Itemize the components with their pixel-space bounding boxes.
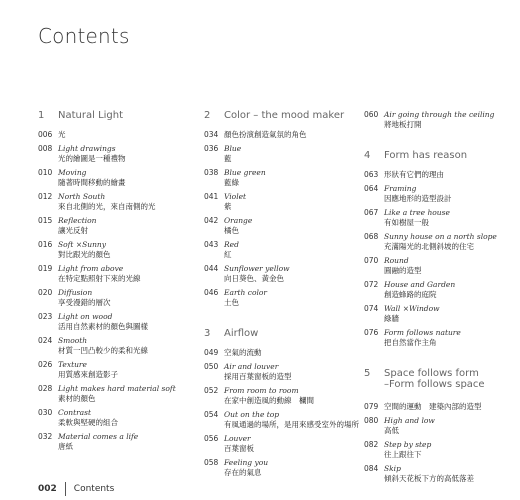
toc-entry[interactable]	[364, 402, 514, 412]
entry-english-title: Material comes a life	[58, 432, 139, 441]
section-title: Airflow	[224, 328, 259, 339]
entry-chinese-title: 百葉窗板	[224, 444, 254, 453]
entry-page-number: 080	[364, 416, 379, 425]
entry-chinese-title: 讓光反射	[58, 226, 88, 235]
entry-chinese-title: 享受漫錯的層次	[58, 298, 111, 307]
entry-page-number: 026	[38, 360, 53, 369]
entry-page-number: 052	[204, 386, 219, 395]
entry-english-title: Texture	[58, 360, 87, 369]
entry-chinese-title: 有如樹屋一般	[384, 218, 429, 227]
entry-page-number: 056	[204, 434, 219, 443]
toc-entry[interactable]	[204, 386, 354, 406]
entry-chinese-title: 傾斜天花板下方的高低落差	[384, 474, 474, 483]
toc-entry[interactable]	[38, 312, 190, 332]
toc-entry[interactable]	[204, 458, 354, 478]
entry-english-title: Light on wood	[58, 312, 113, 321]
toc-column-1	[38, 110, 190, 456]
toc-entry[interactable]	[204, 192, 354, 212]
toc-entry[interactable]	[364, 328, 514, 348]
page-footer	[38, 482, 114, 496]
entry-page-number: 016	[38, 240, 53, 249]
entry-chinese-title: 往上跟往下	[384, 450, 422, 459]
toc-entry[interactable]	[38, 144, 190, 164]
entry-page-number: 067	[364, 208, 379, 217]
entry-chinese-title: 高低	[384, 426, 399, 435]
entry-english-title: North South	[58, 192, 106, 201]
entry-page-number: 024	[38, 336, 53, 345]
entry-chinese-title: 向日葵色、黃金色	[224, 274, 284, 283]
entry-english-title: Out on the top	[224, 410, 280, 419]
section-title: Space follows form –Form follows space	[384, 368, 485, 390]
section-heading	[204, 110, 354, 124]
toc-entry[interactable]	[38, 240, 190, 260]
section-heading	[364, 368, 514, 396]
entry-english-title: Red	[224, 240, 239, 249]
entry-chinese-title: 在家中創造風的動線 欄間	[224, 396, 314, 405]
entry-page-number: 076	[364, 328, 379, 337]
entry-chinese-title: 在特定點照射下來的光線	[58, 274, 141, 283]
entry-chinese-title: 材質一凹凸較少的柔和光線	[58, 346, 148, 355]
footer-divider	[65, 482, 66, 496]
toc-entry[interactable]	[38, 192, 190, 212]
entry-chinese-title: 顏色扮演創造氣氛的角色	[224, 130, 307, 139]
entry-english-title: Reflection	[58, 216, 97, 225]
toc-entry[interactable]	[38, 432, 190, 452]
entry-page-number: 072	[364, 280, 379, 289]
entry-english-title: Form follows nature	[384, 328, 461, 337]
entry-page-number: 020	[38, 288, 53, 297]
entry-chinese-title: 存在的氣息	[224, 468, 262, 477]
toc-entry[interactable]	[204, 240, 354, 260]
entry-chinese-title: 對比跟光的顏色	[58, 250, 111, 259]
entry-page-number: 079	[364, 402, 379, 411]
entry-chinese-title: 圓融的造型	[384, 266, 422, 275]
entry-english-title: High and low	[384, 416, 435, 425]
entry-page-number: 010	[38, 168, 53, 177]
entry-page-number: 030	[38, 408, 53, 417]
entry-page-number: 049	[204, 348, 219, 357]
entry-page-number: 019	[38, 264, 53, 273]
entry-chinese-title: 光	[58, 130, 66, 139]
entry-page-number: 038	[204, 168, 219, 177]
entry-english-title: Blue	[224, 144, 242, 153]
toc-entry[interactable]	[38, 130, 190, 140]
entry-page-number: 060	[364, 110, 379, 119]
toc-entry[interactable]	[38, 216, 190, 236]
entry-chinese-title: 將地板打開	[384, 120, 422, 129]
entry-chinese-title: 充滿陽光的北側斜坡的住宅	[384, 242, 474, 251]
footer-label: Contents	[73, 484, 115, 494]
entry-english-title: From room to room	[224, 386, 299, 395]
entry-chinese-title: 唐紙	[58, 442, 73, 451]
entry-english-title: Violet	[224, 192, 247, 201]
entry-english-title: Sunflower yellow	[224, 264, 290, 273]
entry-chinese-title: 空間的運動 建築內部的造型	[384, 402, 482, 411]
entry-english-title: Sunny house on a north slope	[384, 232, 497, 241]
entry-page-number: 008	[38, 144, 53, 153]
toc-entry[interactable]	[38, 336, 190, 356]
section-number: 1	[38, 110, 45, 121]
entry-chinese-title: 來自北側的光，來自南側的光	[58, 202, 156, 211]
entry-page-number: 046	[204, 288, 219, 297]
entry-page-number: 044	[204, 264, 219, 273]
entry-page-number: 064	[364, 184, 379, 193]
entry-page-number: 058	[204, 458, 219, 467]
toc-entry[interactable]	[38, 408, 190, 428]
entry-page-number: 082	[364, 440, 379, 449]
toc-entry[interactable]	[364, 440, 514, 460]
entry-chinese-title: 柔軟與堅硬的組合	[58, 418, 118, 427]
entry-page-number: 063	[364, 170, 379, 179]
entry-chinese-title: 綠牆	[384, 314, 399, 323]
entry-page-number: 006	[38, 130, 53, 139]
entry-chinese-title: 紅	[224, 250, 232, 259]
toc-entry[interactable]	[364, 416, 514, 436]
entry-english-title: Blue green	[224, 168, 266, 177]
toc-entry[interactable]	[364, 232, 514, 252]
toc-entry[interactable]	[38, 264, 190, 284]
section-title: Form has reason	[384, 150, 468, 161]
entry-chinese-title: 空氣的流動	[224, 348, 262, 357]
toc-entry[interactable]	[364, 304, 514, 324]
entry-chinese-title: 活用自然素材的顏色與圖樣	[58, 322, 148, 331]
entry-page-number: 042	[204, 216, 219, 225]
toc-entry[interactable]	[204, 130, 354, 140]
entry-page-number: 015	[38, 216, 53, 225]
entry-english-title: Diffusion	[58, 288, 93, 297]
entry-english-title: Moving	[58, 168, 87, 177]
toc-entry[interactable]	[204, 434, 354, 454]
toc-entry[interactable]	[204, 288, 354, 308]
entry-chinese-title: 橘色	[224, 226, 239, 235]
entry-english-title: Smooth	[58, 336, 88, 345]
entry-chinese-title: 素材的顏色	[58, 394, 96, 403]
toc-entry[interactable]	[204, 410, 359, 430]
toc-entry[interactable]	[204, 168, 354, 188]
entry-english-title: Contrast	[58, 408, 92, 417]
toc-entry[interactable]	[364, 110, 514, 130]
toc-entry[interactable]	[38, 288, 190, 308]
entry-page-number: 034	[204, 130, 219, 139]
toc-entry[interactable]	[364, 464, 514, 484]
entry-english-title: Skip	[384, 464, 401, 473]
entry-english-title: Round	[384, 256, 409, 265]
section-number: 3	[204, 328, 211, 339]
entry-english-title: Air and louver	[224, 362, 279, 371]
entry-english-title: Soft ×Sunny	[58, 240, 106, 249]
section-title: Natural Light	[58, 110, 124, 121]
toc-entry[interactable]	[38, 360, 190, 380]
entry-page-number: 074	[364, 304, 379, 313]
entry-chinese-title: 有風通過的場所，是用來感受室外的場所	[224, 420, 359, 429]
toc-entry[interactable]	[204, 216, 354, 236]
entry-chinese-title: 光的繪圖是一種禮物	[58, 154, 126, 163]
section-heading	[38, 110, 190, 124]
section-number: 5	[364, 368, 371, 379]
entry-chinese-title: 用質感來創造影子	[58, 370, 118, 379]
entry-english-title: Orange	[224, 216, 253, 225]
section-heading	[364, 150, 514, 164]
entry-page-number: 012	[38, 192, 53, 201]
entry-english-title: Like a tree house	[384, 208, 450, 217]
section-title: Color – the mood maker	[224, 110, 345, 121]
entry-english-title: House and Garden	[384, 280, 456, 289]
entry-chinese-title: 藍	[224, 154, 232, 163]
entry-page-number: 070	[364, 256, 379, 265]
toc-entry[interactable]	[204, 348, 354, 358]
entry-page-number: 050	[204, 362, 219, 371]
entry-page-number: 068	[364, 232, 379, 241]
entry-english-title: Air going through the ceiling	[384, 110, 495, 119]
toc-entry[interactable]	[364, 170, 514, 180]
entry-chinese-title: 隨著時間移動的繪畫	[58, 178, 126, 187]
entry-english-title: Wall ×Window	[384, 304, 440, 313]
entry-chinese-title: 紫	[224, 202, 232, 211]
toc-entry[interactable]	[38, 168, 190, 188]
toc-column-2	[204, 110, 359, 482]
entry-english-title: Light makes hard material soft	[58, 384, 176, 393]
toc-entry[interactable]	[364, 256, 514, 276]
section-number: 2	[204, 110, 211, 121]
entry-page-number: 043	[204, 240, 219, 249]
footer-page-number: 002	[38, 484, 57, 494]
entry-english-title: Light from above	[58, 264, 124, 273]
toc-entry[interactable]	[38, 384, 190, 404]
entry-english-title: Framing	[384, 184, 417, 193]
entry-english-title: Earth color	[224, 288, 267, 297]
entry-chinese-title: 形狀有它們的理由	[384, 170, 444, 179]
entry-chinese-title: 採用百葉窗板的造型	[224, 372, 292, 381]
entry-page-number: 023	[38, 312, 53, 321]
toc-entry[interactable]	[364, 184, 514, 204]
entry-chinese-title: 把自然當作主角	[384, 338, 437, 347]
entry-english-title: Feeling you	[224, 458, 269, 467]
entry-english-title: Light drawings	[58, 144, 116, 153]
toc-column-3	[364, 110, 514, 488]
entry-chinese-title: 土色	[224, 298, 239, 307]
entry-page-number: 028	[38, 384, 53, 393]
entry-english-title: Louver	[224, 434, 251, 443]
entry-page-number: 084	[364, 464, 379, 473]
entry-page-number: 036	[204, 144, 219, 153]
entry-page-number: 041	[204, 192, 219, 201]
page-title: Contents	[38, 24, 130, 48]
toc-entry[interactable]	[364, 280, 514, 300]
toc-entry[interactable]	[364, 208, 514, 228]
section-heading	[204, 328, 354, 342]
entry-chinese-title: 創造蜂路的庭院	[384, 290, 437, 299]
entry-page-number: 032	[38, 432, 53, 441]
entry-page-number: 054	[204, 410, 219, 419]
toc-entry[interactable]	[204, 362, 354, 382]
toc-entry[interactable]	[204, 144, 354, 164]
toc-entry[interactable]	[204, 264, 354, 284]
entry-chinese-title: 因應地形的造型設計	[384, 194, 452, 203]
entry-english-title: Step by step	[384, 440, 432, 449]
section-number: 4	[364, 150, 371, 161]
entry-chinese-title: 藍綠	[224, 178, 239, 187]
